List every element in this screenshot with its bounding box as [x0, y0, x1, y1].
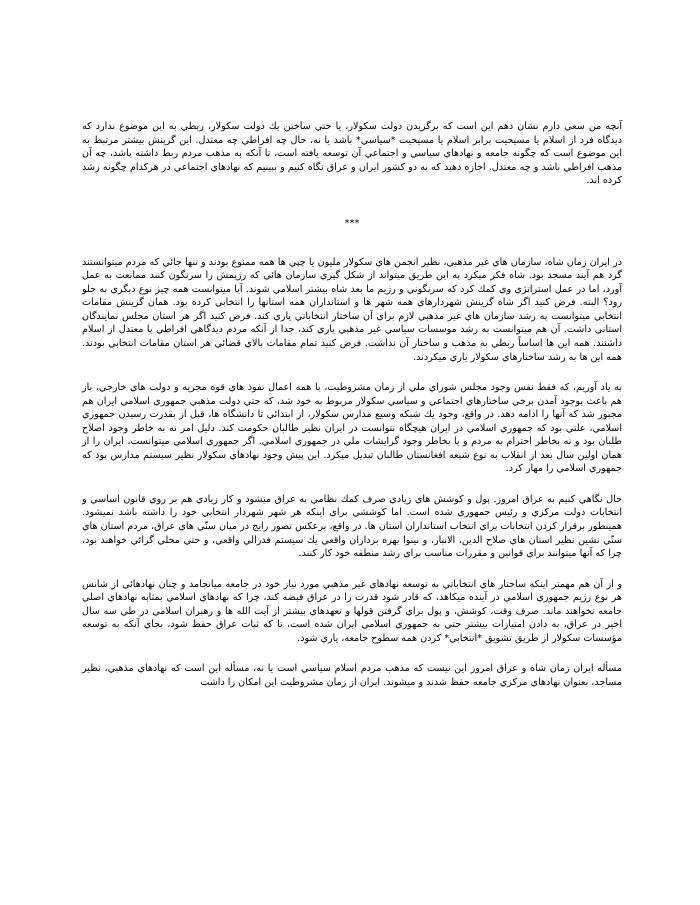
paragraph-electoral-structures: و از آن هم مهمتر اينكه ساختار هاي انتخاباتي به توسعه نهادهاي غير مذهبي مورد نياز خود در جامعه ميانجامد و چنان نهادهائي از شانس هر نوع رژيم جمهوري اسلامي در آينده ميكاهد، كه قادر شود قدرت را در عراق قبضه كند، چرا كه نهادهاي اسلامي بمثابه نهادهاي اصلي جامعه نخواهند ماند. صرف وقت، كوشش، و پول براي گرفتن قولها و تعهدهاي بيشتر از آيت الله ها و رهبران اسلامي در طي سه سال اخير در عراق، به دادن امتيازات بيشتر حتي به جمهوري اسلامي ايران شده است، تا كه ثبات عراق حفظ شود، بجاي آنكه به توسعه مؤسسات سكولار از طريق تشويق *انتخابي* كردن همه سطوح جامعه، ياري شود.: [82, 578, 622, 644]
paragraph-constitutional-era: به ياد آوريم، كه فقط نفس وجود مجلس شوراي ملي از زمان مشروطيت، با همه اعمال نفوذ هاي قوه مجريه و دولت هاي خارجي، باز هم باعث بوجود آمدن برخي ساختارهاي اجتماعي و سياسي سكولار مربوط به خود شد، كه حتي دولت مذهبي جمهوري اسلامي ايران هم مجبور شد كه آنها را ادامه دهد. در واقع، وجود يك شبكه وسيع مدارس سكولار، از ابتدائي تا دانشگاه ها، قبل از بقدرت رسيدن جمهوري اسلامي، علتي بود كه جمهوري اسلامي در ايران هيچگاه نتوانست در ايران نظير طالبان حكومت كند. دليل امر نه به خاطر وجود اصلاح طلبان بود و نه بخاطر احترام به مردم و يا بخاطر وجود گرايشات ملي در جمهوري اسلامي. اگر جمهوري اسلامي ميتوانست، ايران را از همان اولين سال بعد از انقلاب به نوع شيعه افغانستان طالبان تبديل ميكرد. اين پيش وجود نهادهاي سكولار نظير سيستم مدارس بود كه جمهوري اسلامي را مهار كرد.: [82, 382, 622, 475]
paragraph-conclusion: مسأله ايران زمان شاه و عراق امروز اين نيست كه مذهب مردم اسلام سياسي است يا نه، مسأله اين است كه نهادهاي مذهبي، نظير مساجد، بعنوان نهادهاي مركزي جامعه حفظ شدند و ميشوند. ايران از زمان مشروطيت اين امكان را داشت: [82, 663, 622, 688]
paragraph-iran-shah: در ايران زمان شاه، سازمان هاي غير مذهبي، نظير انجمن هاي سكولار مليون يا چپي ها همه ممنوع بودند و تنها جائي كه مردم ميتوانستند گرد هم آيند مسجد بود. شاه فكر ميكرد به اين طريق ميتواند از شكل گيري سازمان هائي كه رژيمش را سرنگون كنند ممانعت به عمل آورد، اما در عمل استراتژي وي كمك كرد كه سرنگوني و رژيم ما بعد شاه بيشتر اسلامي شوند. آيا ميتوانست همه چيز نوع ديگري به جلو رود؟ البته. فرض كنيد اگر شاه گزينش شهردارهاي همه شهر ها و استانداران همه استانها را انتخابي كرده بود. همان گزينش مقامات انتخابي ميتوانست به رشد سازمان هاي غير مذهبي لازم براي آن ساختار انتخاباتي ياري كند. فرض كنيد اگر هر استان مجلس نمايندگان استاني داشت. آن هم ميتوانست به رشد موسسات سياسي غير مذهبي ياري كند، جدا از آنكه مردم ديدگاهي افراطي يا معتدل از اسلام داشتند. همه اين ها اساساً ربطي به مذهب و ساختار آن نداشت. فرض كنيد تمام مقامات بالاي قضائي هر استان مقامات انتخابي بودند. همه اين ها به رشد ساختارهاي سكولار ياري ميكردند.: [82, 256, 622, 363]
article-body: [82, 120, 622, 707]
section-separator: ***: [344, 217, 360, 229]
paragraph-intro: آنچه من سعي دارم نشان دهم اين است كه برگزيدن دولت سكولار، يا حتي ساختن يك دولت سكولار، ربطي به اين موضوع ندارد كه ديدگاه فرد از اسلام يا مسيحيت برابر اسلام يا مسيحيت *سياسي* باشد يا نه، حال چه افراطي چه معتدل. اين گزينش بيشتر مرتبط به اين موضوع است كه چگونه جامعه و نهادهاي سياسي و اجتماعي آن توسعه يافته است، تا آنكه به مذهب مردم ربط داشته باشد، چه آن مذهب افراطي باشد و چه معتدل. اجازه دهيد كه به دو كشور ايران و عراق نگاه كنيم و ببينيم كه نهادهاي اجتماعي در هركدام چگونه رشد كرده اند.: [82, 121, 622, 187]
paragraph-iraq-today: حال نگاهي كنيم به عراق امروز. پول و كوشش هاي زيادي صرف كمك نظامي به عراق ميشود و كار زيادي هم بر روي قانون اساسي و انتخابات دولت مركزي و رئيس جمهوري شده است. اما كوششي براي اينكه هر شهر شهردار انتخابي خود را داشته باشد نميشود. همينطور برقرار كردن انتخابات براي انتخاب استانداران استان ها. در واقع، برعكس تصور رايج در ميان سنّي هاي عراق، مردم استان هاي سنّي نشين نظير استان هاي صلاح الدين، الانبار، و نينوا بهره برداران واقعي يك سيستم فدرالي واقعي، و حتي محلي گرائي خواهند بود، چرا كه آنها ميتوانند براي قوانين و مقررات مناسب براي رشد منطقه خود كار كنند.: [82, 493, 622, 560]
